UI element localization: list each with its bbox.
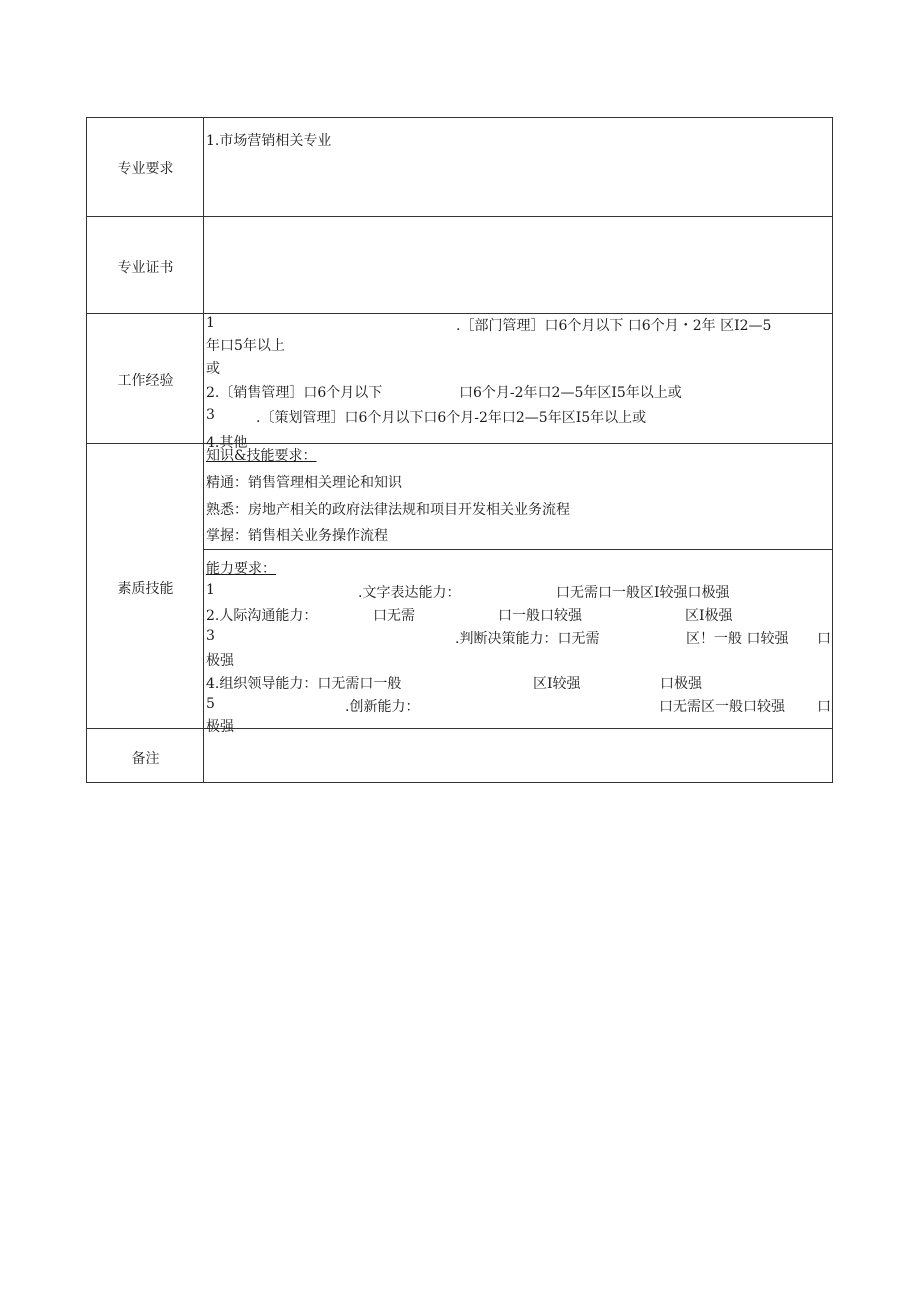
ability-heading: 能力要求： bbox=[206, 561, 276, 577]
ability-3-wrap: 极强 bbox=[206, 653, 234, 669]
ability-4-opt-c: 口极强 bbox=[660, 676, 702, 692]
certificate-content bbox=[206, 228, 828, 248]
ability-5-options: 口无需区一般口较强 bbox=[659, 699, 785, 715]
remarks-label: 备注 bbox=[131, 751, 160, 767]
ability-block bbox=[206, 558, 831, 735]
major-content bbox=[206, 130, 828, 150]
ability-2-name: 2.人际沟通能力： bbox=[206, 608, 318, 624]
ability-5-num: 5 bbox=[206, 696, 215, 712]
knowledge-heading: 知识&技能要求： bbox=[206, 448, 317, 464]
exp-line-4-b: 口6个月-2年口2—5年区I5年以上或 bbox=[459, 385, 682, 401]
knowledge-item: 掌握：销售相关业务操作流程 bbox=[206, 528, 388, 544]
ability-2-opt-c: 区I极强 bbox=[685, 608, 733, 624]
knowledge-block bbox=[206, 445, 828, 548]
ability-5-opt-d: 口 bbox=[817, 699, 831, 715]
quality-label: 素质技能 bbox=[117, 581, 174, 597]
ability-2-opt-a: 口无需 bbox=[373, 608, 415, 624]
major-text: 1.市场营销相关专业 bbox=[206, 133, 332, 149]
knowledge-item: 熟悉：房地产相关的政府法律法规和项目开发相关业务流程 bbox=[206, 502, 570, 518]
major-label: 专业要求 bbox=[117, 161, 174, 177]
ability-4-opt-b: 区I较强 bbox=[533, 676, 581, 692]
certificate-label: 专业证书 bbox=[117, 260, 174, 276]
row-divider bbox=[87, 216, 832, 217]
label-column bbox=[87, 118, 204, 782]
ability-4-name: 4.组织领导能力：口无需口一般 bbox=[206, 676, 402, 692]
ability-5-wrap: 极强 bbox=[206, 719, 234, 735]
remarks-content bbox=[206, 738, 828, 778]
job-description-table bbox=[86, 117, 833, 783]
experience-content bbox=[206, 315, 828, 451]
ability-5-name: .创新能力： bbox=[345, 699, 420, 715]
ability-3-opt-c: 口 bbox=[817, 631, 831, 647]
ability-1-name: .文字表达能力： bbox=[358, 585, 461, 601]
ability-3-num: 3 bbox=[206, 628, 215, 644]
row-divider bbox=[87, 728, 832, 729]
row-divider bbox=[87, 313, 832, 314]
exp-line-4-a: 2.〔销售管理］口6个月以下 bbox=[206, 385, 383, 401]
exp-line-5-num: 3 bbox=[206, 407, 215, 423]
ability-3-opt-b: 区！一般 口较强 bbox=[686, 631, 789, 647]
ability-3-name: .判断决策能力：口无需 bbox=[455, 631, 600, 647]
exp-line-1-num: 1 bbox=[206, 315, 215, 331]
exp-line-2: 年口5年以上 bbox=[206, 338, 285, 354]
exp-line-3: 或 bbox=[206, 361, 220, 377]
ability-1-options: 口无需口一般区I较强口极强 bbox=[556, 585, 730, 601]
ability-1-num: 1 bbox=[206, 582, 215, 598]
exp-line-5-text: .〔策划管理］口6个月以下口6个月-2年口2—5年区I5年以上或 bbox=[256, 410, 647, 426]
sub-row-divider bbox=[204, 549, 832, 550]
row-divider bbox=[87, 443, 832, 444]
exp-line-1-text: .［部门管理］口6个月以下 口6个月・2年 区I2—5 bbox=[456, 318, 772, 334]
experience-label: 工作经验 bbox=[117, 373, 174, 389]
exp-line-6: 4.其他 bbox=[206, 435, 248, 451]
ability-2-opt-b: 口一般口较强 bbox=[498, 608, 582, 624]
knowledge-item: 精通：销售管理相关理论和知识 bbox=[206, 475, 402, 491]
